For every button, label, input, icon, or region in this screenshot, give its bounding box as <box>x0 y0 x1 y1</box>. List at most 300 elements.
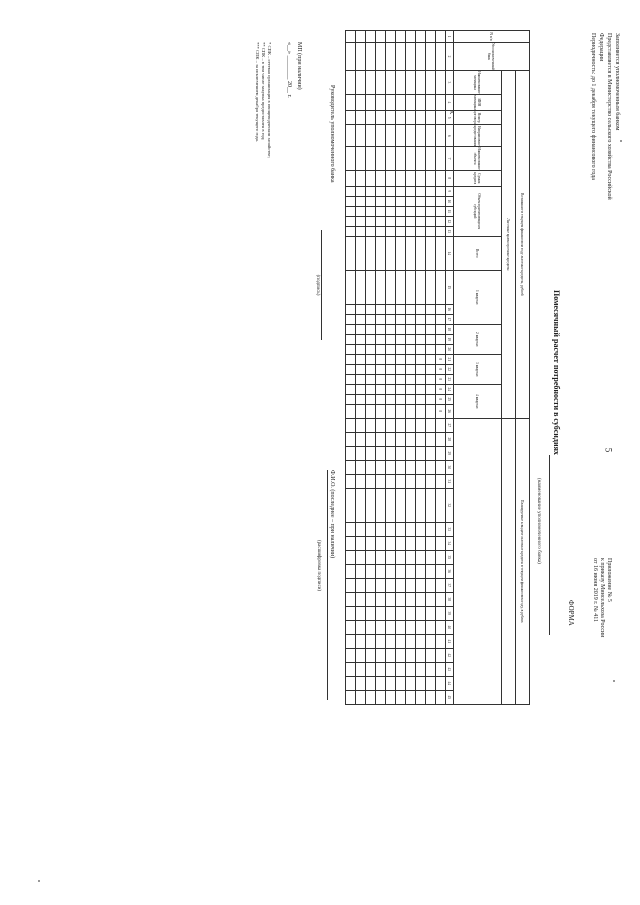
table-cell[interactable] <box>426 690 436 704</box>
table-cell[interactable] <box>406 474 416 488</box>
table-cell[interactable] <box>436 334 446 344</box>
table-cell[interactable] <box>426 550 436 564</box>
table-cell[interactable] <box>376 384 386 394</box>
table-cell[interactable] <box>436 270 446 304</box>
table-cell[interactable] <box>426 384 436 394</box>
table-cell[interactable] <box>436 488 446 522</box>
table-cell[interactable] <box>436 550 446 564</box>
table-cell[interactable] <box>376 196 386 206</box>
table-cell[interactable] <box>376 354 386 364</box>
table-cell[interactable] <box>356 564 366 578</box>
table-cell[interactable] <box>406 236 416 270</box>
table-cell[interactable] <box>376 216 386 226</box>
table-cell[interactable] <box>346 236 356 270</box>
table-cell[interactable] <box>396 394 406 404</box>
table-cell[interactable] <box>396 226 406 236</box>
table-cell[interactable] <box>376 110 386 125</box>
table-cell[interactable] <box>396 196 406 206</box>
table-cell[interactable] <box>406 147 416 170</box>
table-cell[interactable] <box>356 536 366 550</box>
table-cell[interactable] <box>416 536 426 550</box>
table-cell[interactable] <box>406 418 416 432</box>
table-cell[interactable] <box>356 354 366 364</box>
table-cell[interactable] <box>366 404 376 418</box>
table-cell[interactable] <box>436 460 446 474</box>
table-cell[interactable] <box>386 522 396 536</box>
table-cell[interactable] <box>426 70 436 94</box>
table-cell[interactable] <box>396 460 406 474</box>
table-cell[interactable] <box>376 334 386 344</box>
table-cell[interactable] <box>426 170 436 186</box>
table-cell[interactable] <box>356 606 366 620</box>
table-cell[interactable] <box>356 31 366 43</box>
table-cell[interactable] <box>366 94 376 110</box>
table-cell[interactable] <box>396 474 406 488</box>
table-cell[interactable] <box>386 110 396 125</box>
table-cell[interactable] <box>366 384 376 394</box>
table-cell[interactable] <box>386 236 396 270</box>
table-cell[interactable] <box>436 648 446 662</box>
table-cell[interactable] <box>426 460 436 474</box>
table-cell[interactable] <box>426 304 436 314</box>
table-cell[interactable] <box>346 314 356 324</box>
table-cell[interactable] <box>376 270 386 304</box>
table-cell[interactable] <box>426 648 436 662</box>
table-cell[interactable] <box>406 334 416 344</box>
table-cell[interactable] <box>416 70 426 94</box>
table-cell[interactable] <box>406 578 416 592</box>
table-cell[interactable] <box>346 94 356 110</box>
table-cell[interactable] <box>346 324 356 334</box>
table-cell[interactable] <box>396 432 406 446</box>
table-cell[interactable] <box>436 620 446 634</box>
table-cell[interactable] <box>436 676 446 690</box>
table-cell[interactable] <box>406 304 416 314</box>
table-cell[interactable] <box>346 446 356 460</box>
table-cell[interactable] <box>416 634 426 648</box>
table-cell[interactable] <box>436 432 446 446</box>
table-cell[interactable] <box>426 620 436 634</box>
table-cell[interactable] <box>436 446 446 460</box>
table-cell[interactable] <box>426 676 436 690</box>
table-cell[interactable] <box>416 170 426 186</box>
table-cell[interactable] <box>356 324 366 334</box>
table-cell[interactable] <box>356 432 366 446</box>
table-cell[interactable] <box>406 384 416 394</box>
table-cell[interactable] <box>426 432 436 446</box>
table-cell[interactable] <box>366 364 376 374</box>
table-cell[interactable] <box>396 564 406 578</box>
table-cell[interactable] <box>366 125 376 147</box>
table-cell[interactable] <box>396 31 406 43</box>
table-cell[interactable] <box>386 536 396 550</box>
table-cell[interactable] <box>406 186 416 196</box>
table-cell[interactable] <box>346 43 356 71</box>
table-cell[interactable] <box>346 676 356 690</box>
table-cell[interactable] <box>416 418 426 432</box>
table-cell[interactable] <box>436 418 446 432</box>
table-cell[interactable] <box>426 446 436 460</box>
table-cell[interactable] <box>396 662 406 676</box>
table-cell[interactable] <box>416 304 426 314</box>
table-cell[interactable] <box>376 432 386 446</box>
table-cell[interactable] <box>396 304 406 314</box>
table-cell[interactable] <box>396 324 406 334</box>
table-cell[interactable] <box>406 432 416 446</box>
table-cell[interactable] <box>376 676 386 690</box>
table-cell[interactable] <box>396 216 406 226</box>
table-cell[interactable] <box>396 43 406 71</box>
table-cell[interactable] <box>346 474 356 488</box>
table-cell[interactable] <box>376 43 386 71</box>
table-cell[interactable] <box>416 147 426 170</box>
table-cell[interactable] <box>416 488 426 522</box>
table-cell[interactable] <box>386 474 396 488</box>
table-cell[interactable] <box>386 70 396 94</box>
table-cell[interactable] <box>416 216 426 226</box>
table-cell[interactable] <box>416 226 426 236</box>
table-cell[interactable] <box>416 446 426 460</box>
table-cell[interactable] <box>366 196 376 206</box>
table-cell[interactable] <box>366 662 376 676</box>
table-cell[interactable] <box>396 384 406 394</box>
table-cell[interactable] <box>416 43 426 71</box>
table-cell[interactable] <box>396 270 406 304</box>
table-cell[interactable] <box>386 354 396 364</box>
table-cell[interactable] <box>416 354 426 364</box>
table-cell[interactable] <box>346 344 356 354</box>
table-cell[interactable] <box>376 446 386 460</box>
table-cell[interactable] <box>346 460 356 474</box>
table-cell[interactable] <box>406 270 416 304</box>
table-cell[interactable] <box>366 564 376 578</box>
table-cell[interactable] <box>366 31 376 43</box>
table-cell[interactable]: 8 <box>436 364 446 374</box>
table-cell[interactable] <box>356 404 366 418</box>
table-cell[interactable] <box>426 31 436 43</box>
table-cell[interactable] <box>416 334 426 344</box>
table-cell[interactable] <box>436 70 446 94</box>
table-cell[interactable] <box>366 690 376 704</box>
table-cell[interactable] <box>356 364 366 374</box>
table-cell[interactable] <box>386 374 396 384</box>
table-cell[interactable] <box>406 170 416 186</box>
table-cell[interactable] <box>346 70 356 94</box>
table-cell[interactable] <box>396 206 406 216</box>
table-cell[interactable] <box>376 522 386 536</box>
table-cell[interactable] <box>426 564 436 578</box>
table-cell[interactable] <box>346 354 356 364</box>
table-cell[interactable] <box>386 314 396 324</box>
table-cell[interactable] <box>386 606 396 620</box>
table-cell[interactable] <box>386 186 396 196</box>
table-cell[interactable] <box>376 620 386 634</box>
table-cell[interactable] <box>416 384 426 394</box>
table-cell[interactable] <box>346 606 356 620</box>
table-cell[interactable] <box>346 147 356 170</box>
table-cell[interactable] <box>346 304 356 314</box>
table-cell[interactable] <box>346 364 356 374</box>
table-cell[interactable] <box>426 592 436 606</box>
table-cell[interactable] <box>436 690 446 704</box>
bank-name-line[interactable] <box>549 455 550 635</box>
table-cell[interactable]: 8 <box>436 354 446 364</box>
table-cell[interactable] <box>416 94 426 110</box>
table-cell[interactable] <box>396 170 406 186</box>
table-cell[interactable] <box>386 206 396 216</box>
table-cell[interactable] <box>396 446 406 460</box>
table-cell[interactable] <box>426 578 436 592</box>
table-cell[interactable] <box>386 226 396 236</box>
table-cell[interactable] <box>406 206 416 216</box>
table-cell[interactable] <box>416 676 426 690</box>
table-cell[interactable] <box>376 648 386 662</box>
table-cell[interactable] <box>346 110 356 125</box>
table-cell[interactable] <box>366 536 376 550</box>
table-cell[interactable] <box>356 488 366 522</box>
table-cell[interactable] <box>366 460 376 474</box>
table-cell[interactable] <box>376 418 386 432</box>
table-cell[interactable] <box>386 564 396 578</box>
table-cell[interactable] <box>346 578 356 592</box>
table-cell[interactable] <box>376 314 386 324</box>
table-cell[interactable] <box>366 270 376 304</box>
table-cell[interactable] <box>346 394 356 404</box>
table-cell[interactable] <box>416 432 426 446</box>
table-cell[interactable] <box>376 592 386 606</box>
table-cell[interactable] <box>416 564 426 578</box>
table-cell[interactable] <box>416 606 426 620</box>
table-cell[interactable] <box>346 522 356 536</box>
table-cell[interactable] <box>356 270 366 304</box>
table-cell[interactable] <box>406 344 416 354</box>
table-cell[interactable] <box>396 147 406 170</box>
table-cell[interactable] <box>366 634 376 648</box>
table-cell[interactable] <box>376 488 386 522</box>
table-cell[interactable] <box>426 354 436 364</box>
table-cell[interactable] <box>346 206 356 216</box>
table-cell[interactable] <box>366 592 376 606</box>
table-cell[interactable] <box>386 344 396 354</box>
table-cell[interactable] <box>386 216 396 226</box>
table-cell[interactable] <box>366 418 376 432</box>
table-cell[interactable] <box>426 536 436 550</box>
table-cell[interactable] <box>366 522 376 536</box>
table-cell[interactable] <box>356 474 366 488</box>
table-cell[interactable] <box>386 460 396 474</box>
table-cell[interactable] <box>386 394 396 404</box>
table-cell[interactable] <box>356 592 366 606</box>
table-cell[interactable] <box>426 94 436 110</box>
table-cell[interactable] <box>356 620 366 634</box>
table-cell[interactable] <box>366 432 376 446</box>
table-cell[interactable] <box>416 522 426 536</box>
table-cell[interactable] <box>366 324 376 334</box>
table-cell[interactable] <box>346 488 356 522</box>
table-cell[interactable] <box>406 354 416 364</box>
table-cell[interactable] <box>396 110 406 125</box>
table-cell[interactable]: 8 <box>436 394 446 404</box>
table-cell[interactable] <box>366 70 376 94</box>
table-cell[interactable] <box>386 662 396 676</box>
table-cell[interactable] <box>436 43 446 71</box>
table-cell[interactable] <box>376 634 386 648</box>
table-cell[interactable] <box>396 334 406 344</box>
table-cell[interactable] <box>376 186 386 196</box>
table-cell[interactable]: 8 <box>436 374 446 384</box>
table-cell[interactable] <box>356 147 366 170</box>
table-cell[interactable] <box>346 270 356 304</box>
table-cell[interactable] <box>346 384 356 394</box>
table-cell[interactable] <box>346 564 356 578</box>
table-cell[interactable] <box>366 236 376 270</box>
table-cell[interactable] <box>416 196 426 206</box>
table-cell[interactable] <box>376 662 386 676</box>
table-cell[interactable] <box>386 43 396 71</box>
table-cell[interactable] <box>356 43 366 71</box>
table-cell[interactable] <box>396 550 406 564</box>
table-cell[interactable] <box>346 592 356 606</box>
table-cell[interactable] <box>426 324 436 334</box>
table-cell[interactable] <box>406 690 416 704</box>
table-cell[interactable] <box>346 226 356 236</box>
table-cell[interactable] <box>356 170 366 186</box>
table-cell[interactable] <box>366 314 376 324</box>
table-cell[interactable] <box>366 334 376 344</box>
table-cell[interactable] <box>366 606 376 620</box>
table-cell[interactable] <box>406 216 416 226</box>
table-cell[interactable] <box>406 394 416 404</box>
table-cell[interactable] <box>356 578 366 592</box>
table-cell[interactable] <box>376 374 386 384</box>
table-cell[interactable] <box>366 354 376 364</box>
table-cell[interactable] <box>396 620 406 634</box>
table-cell[interactable] <box>386 676 396 690</box>
table-cell[interactable] <box>386 364 396 374</box>
table-cell[interactable] <box>426 270 436 304</box>
table-cell[interactable] <box>386 324 396 334</box>
table-cell[interactable] <box>416 206 426 216</box>
table-cell[interactable] <box>396 578 406 592</box>
table-cell[interactable] <box>416 324 426 334</box>
table-cell[interactable] <box>366 446 376 460</box>
table-cell[interactable] <box>436 216 446 226</box>
table-cell[interactable] <box>386 304 396 314</box>
table-cell[interactable] <box>406 196 416 206</box>
table-cell[interactable] <box>366 226 376 236</box>
table-cell[interactable] <box>416 404 426 418</box>
table-cell[interactable] <box>416 186 426 196</box>
table-cell[interactable] <box>396 648 406 662</box>
table-cell[interactable] <box>346 125 356 147</box>
table-cell[interactable] <box>346 432 356 446</box>
table-cell[interactable] <box>356 70 366 94</box>
table-cell[interactable] <box>356 662 366 676</box>
table-cell[interactable] <box>436 578 446 592</box>
table-cell[interactable] <box>366 488 376 522</box>
table-cell[interactable] <box>426 404 436 418</box>
table-cell[interactable] <box>356 460 366 474</box>
table-cell[interactable] <box>376 147 386 170</box>
table-cell[interactable] <box>356 550 366 564</box>
table-cell[interactable] <box>416 394 426 404</box>
table-cell[interactable] <box>376 226 386 236</box>
table-cell[interactable] <box>346 196 356 206</box>
table-cell[interactable] <box>436 634 446 648</box>
table-cell[interactable] <box>426 364 436 374</box>
table-cell[interactable] <box>396 94 406 110</box>
table-cell[interactable] <box>416 344 426 354</box>
table-cell[interactable] <box>436 304 446 314</box>
table-cell[interactable] <box>366 304 376 314</box>
table-cell[interactable] <box>376 236 386 270</box>
table-cell[interactable] <box>416 110 426 125</box>
table-cell[interactable] <box>356 374 366 384</box>
table-cell[interactable] <box>436 662 446 676</box>
table-cell[interactable] <box>386 125 396 147</box>
table-cell[interactable] <box>356 690 366 704</box>
table-cell[interactable] <box>396 404 406 418</box>
table-cell[interactable] <box>376 550 386 564</box>
table-cell[interactable] <box>356 186 366 196</box>
table-cell[interactable] <box>366 374 376 384</box>
table-cell[interactable] <box>436 206 446 216</box>
table-cell[interactable] <box>366 474 376 488</box>
table-cell[interactable] <box>386 446 396 460</box>
table-cell[interactable]: 8 <box>436 384 446 394</box>
table-cell[interactable] <box>356 110 366 125</box>
table-cell[interactable] <box>426 662 436 676</box>
table-cell[interactable] <box>366 43 376 71</box>
table-cell[interactable] <box>416 474 426 488</box>
table-cell[interactable] <box>396 344 406 354</box>
table-cell[interactable] <box>436 236 446 270</box>
table-cell[interactable] <box>406 94 416 110</box>
table-cell[interactable] <box>406 446 416 460</box>
table-cell[interactable] <box>426 147 436 170</box>
table-cell[interactable] <box>406 550 416 564</box>
table-cell[interactable] <box>426 488 436 522</box>
table-cell[interactable] <box>406 564 416 578</box>
table-cell[interactable] <box>356 418 366 432</box>
table-cell[interactable] <box>436 31 446 43</box>
table-cell[interactable] <box>356 394 366 404</box>
table-cell[interactable] <box>416 374 426 384</box>
table-cell[interactable] <box>356 446 366 460</box>
table-cell[interactable] <box>426 334 436 344</box>
table-cell[interactable] <box>396 354 406 364</box>
table-cell[interactable] <box>436 110 446 125</box>
table-cell[interactable] <box>356 216 366 226</box>
table-cell[interactable] <box>436 522 446 536</box>
table-cell[interactable] <box>366 206 376 216</box>
table-cell[interactable] <box>366 550 376 564</box>
table-cell[interactable] <box>406 488 416 522</box>
table-cell[interactable] <box>406 43 416 71</box>
table-cell[interactable] <box>346 536 356 550</box>
table-cell[interactable] <box>346 170 356 186</box>
table-cell[interactable] <box>386 170 396 186</box>
table-cell[interactable] <box>356 384 366 394</box>
table-cell[interactable] <box>356 648 366 662</box>
table-cell[interactable] <box>386 418 396 432</box>
table-cell[interactable] <box>376 404 386 418</box>
table-cell[interactable] <box>436 125 446 147</box>
table-cell[interactable] <box>356 125 366 147</box>
table-cell[interactable] <box>356 634 366 648</box>
table-cell[interactable] <box>346 634 356 648</box>
table-cell[interactable] <box>376 324 386 334</box>
